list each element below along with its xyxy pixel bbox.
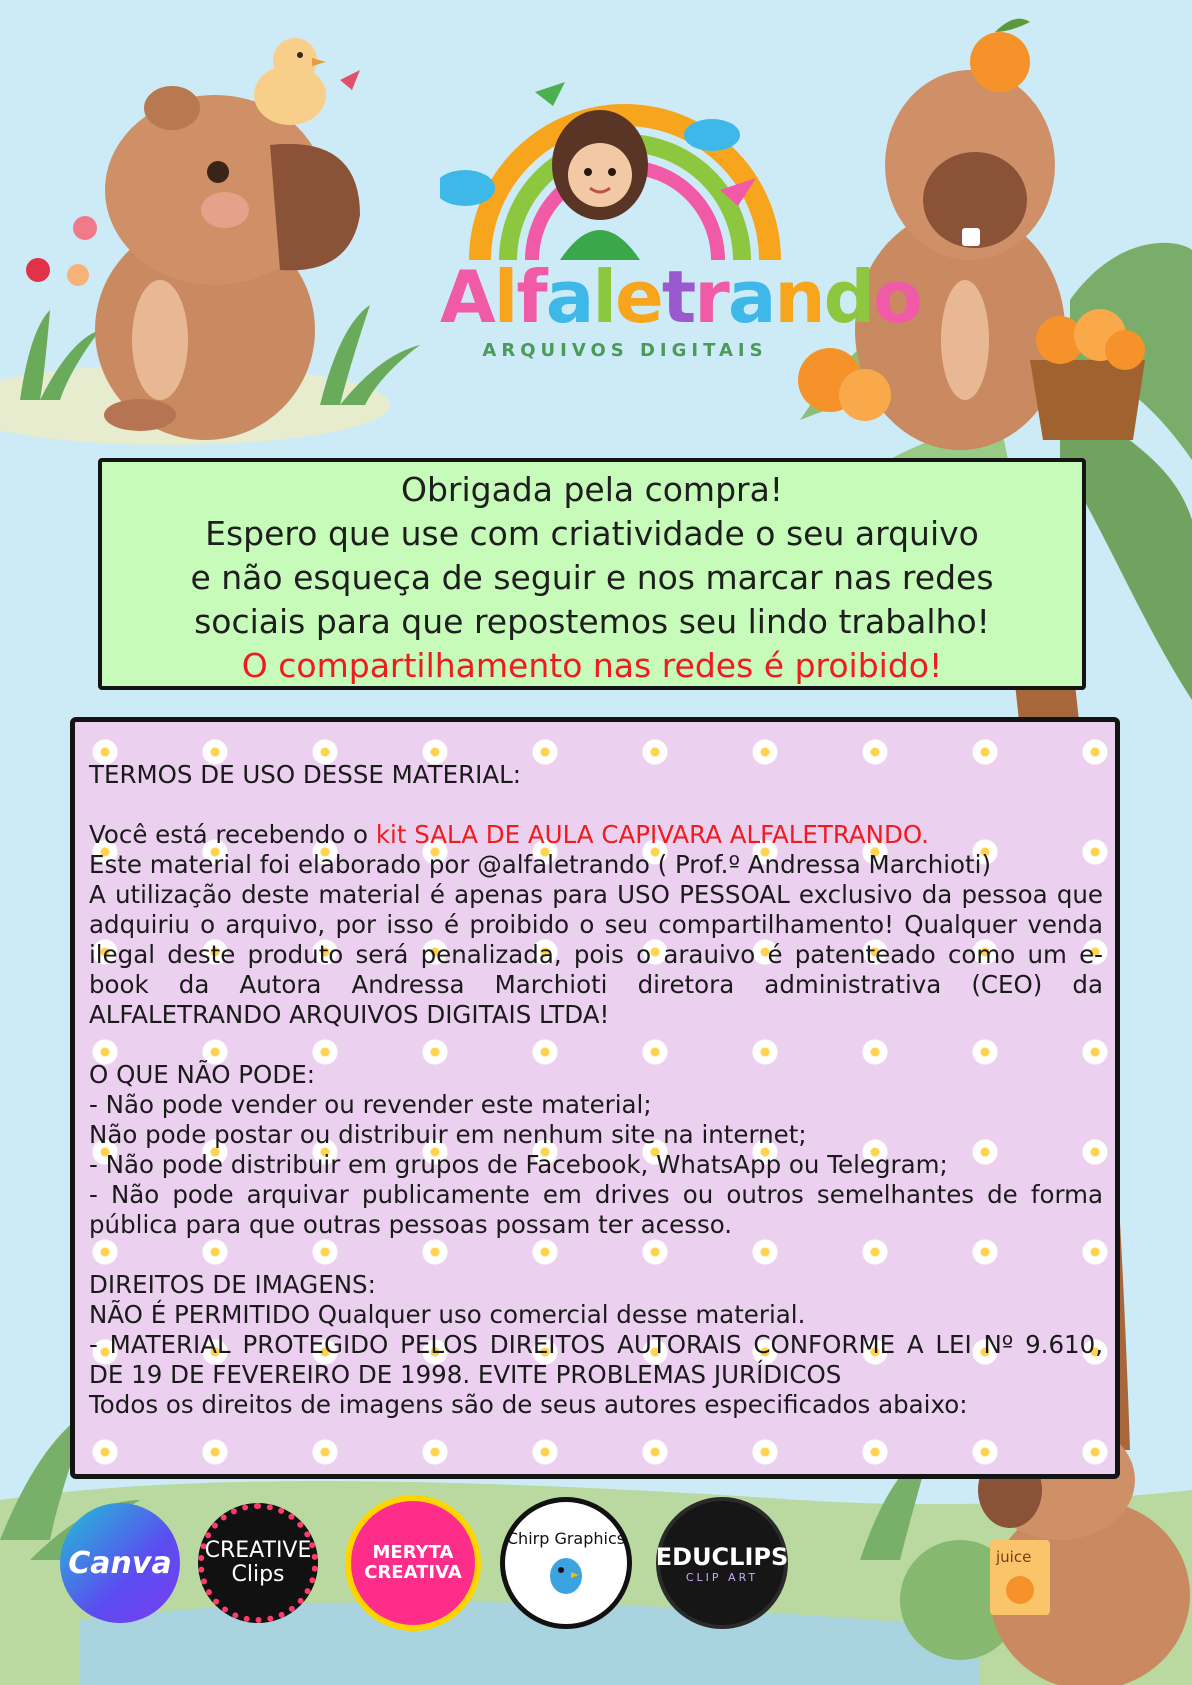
rights-line: - MATERIAL PROTEGIDO PELOS DIREITOS AUTORAIS CONFORME A LEI Nº 9.610, DE 19 DE FEVEREIRO DE 1998. EVITE PROBLEMAS JURÍDICOS <box>89 1330 1103 1389</box>
girl-face <box>568 143 632 207</box>
thank-you-box <box>98 458 1086 690</box>
logo-letter: a <box>727 255 775 339</box>
rights-heading: DIREITOS DE IMAGENS: <box>89 1270 376 1299</box>
cannot-item: - Não pode distribuir em grupos de Facebook, WhatsApp ou Telegram; <box>89 1150 948 1179</box>
logo-letter: t <box>661 255 695 339</box>
logo-subtitle: ARQUIVOS DIGITAIS <box>482 340 768 361</box>
cannot-item: Não pode postar ou distribuir em nenhum site na internet; <box>89 1120 807 1149</box>
rights-line: NÃO É PERMITIDO Qualquer uso comercial desse material. <box>89 1300 806 1329</box>
paper-plane-icon <box>535 82 565 106</box>
educlips-logo <box>656 1497 788 1629</box>
thanks-line-2: Espero que use com criatividade o seu arquivo <box>205 514 979 553</box>
flower <box>26 258 50 282</box>
logo-letter: a <box>545 255 593 339</box>
cannot-item: - Não pode vender ou revender este material; <box>89 1090 652 1119</box>
sharing-warning: O compartilhamento nas redes é proibido! <box>241 646 943 685</box>
logo-letter: n <box>774 255 824 339</box>
orange <box>970 32 1030 92</box>
usage-paragraph: A utilização deste material é apenas para USO PESSOAL exclusivo da pessoa que adquiriu o arquivo, por isso é proibido o seu compartilhamento! Qualquer venda ilegal deste produto será penalizada, pois o arauivo é patenteado como um e-book da Autora Andressa Marchioti diretora administrativa (CEO) da ALFALETRANDO ARQUIVOS DIGITAIS LTDA! <box>89 880 1103 1029</box>
receiving-text: Você está recebendo o <box>89 820 376 849</box>
creativa-text: CREATIVA <box>364 1562 462 1583</box>
alfaletrando-logo <box>440 70 921 370</box>
canva-text: Canva <box>68 1545 172 1581</box>
author-line: Este material foi elaborado por @alfaletrando ( Prof.º Andressa Marchioti) <box>89 850 992 879</box>
meryta-creativa-logo <box>345 1495 481 1631</box>
logo-letter: d <box>823 255 874 339</box>
logo-letter: A <box>440 255 494 339</box>
bird <box>254 38 360 125</box>
meryta-text: MERYTA <box>372 1542 454 1563</box>
cannot-item: - Não pode arquivar publicamente em drives ou outros semelhantes de forma pública para que outras pessoas possam ter acesso. <box>89 1180 1103 1239</box>
logo-letter: l <box>493 255 517 339</box>
orange <box>839 369 891 421</box>
thanks-line-4: sociais para que repostemos seu lindo trabalho! <box>194 602 990 641</box>
clips-text: Clips <box>231 1562 285 1587</box>
flower <box>67 264 89 286</box>
logo-illustration <box>440 70 810 260</box>
cloud-icon <box>684 119 740 151</box>
logo-letter: r <box>694 255 728 339</box>
terms-of-use-box <box>70 717 1120 1479</box>
thanks-line-1: Obrigada pela compra! <box>400 470 784 509</box>
flower <box>73 216 97 240</box>
educlips-text: EDUCLIPS <box>655 1542 789 1571</box>
cannot-heading: O QUE NÃO PODE: <box>89 1060 315 1089</box>
basket <box>1030 360 1145 440</box>
terms-heading: TERMOS DE USO DESSE MATERIAL: <box>89 760 521 789</box>
logo-letter: e <box>615 255 662 339</box>
canva-logo <box>60 1503 180 1623</box>
chirp-graphics-logo <box>500 1497 632 1629</box>
logo-letter: o <box>873 255 921 339</box>
kit-name: kit SALA DE AULA CAPIVARA ALFALETRANDO. <box>375 820 929 849</box>
logo-wordmark <box>440 255 921 339</box>
juice-label: juice <box>996 1548 1032 1566</box>
logo-letter: l <box>592 255 616 339</box>
creative-text: CREATIVE <box>204 1538 312 1563</box>
logo-letter: f <box>516 255 546 339</box>
bluebird-icon <box>541 1548 591 1598</box>
clip-art-text: CLIP ART <box>685 1570 759 1584</box>
chirp-text: Chirp Graphics <box>506 1528 626 1548</box>
creative-clips-logo <box>198 1503 318 1623</box>
kit-line <box>89 820 1103 850</box>
thanks-line-3: e não esqueça de seguir e nos marcar nas redes <box>190 558 994 597</box>
rights-line: Todos os direitos de imagens são de seus autores especificados abaixo: <box>89 1390 968 1419</box>
juice-box <box>990 1540 1050 1615</box>
